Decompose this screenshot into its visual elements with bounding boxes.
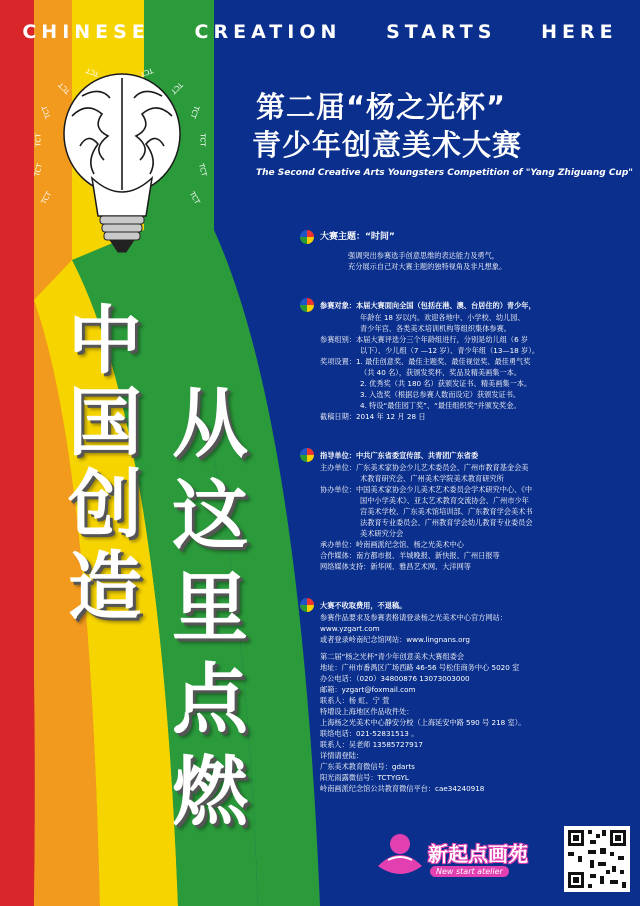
slogan-left [68, 300, 142, 628]
rainbow-bullet-icon [300, 298, 314, 312]
tct-label: TCT [169, 80, 184, 96]
deadline: 截稿日期：2014 年 12 月 28 日 [320, 412, 426, 421]
contact-line: 岭南画派纪念馆公共教育微信平台：cae34240918 [320, 784, 485, 793]
contact-line: 参赛作品要求及参赛表格请登录杨之光美术中心官方网站： [320, 613, 507, 622]
theme-heading: 大赛主题：“时间” [320, 231, 395, 242]
contact-line: 联系人：杨 虹、宁 萱 [320, 696, 390, 705]
detail-line: 参赛对象：本届大赛面向全国（包括在港、澳、台居住的）青少年， [320, 300, 536, 310]
detail-line: 3. 入选奖（根据总参赛人数而设定）获颁发证书。 [360, 390, 521, 399]
slogan-char: 里 [172, 563, 248, 652]
slogan-right [172, 378, 248, 838]
contact-line: 详情请登陆： [320, 751, 364, 760]
tct-label: TCT [188, 104, 201, 120]
theme-section [300, 230, 630, 244]
logo-title: 新起点画苑 [428, 842, 528, 866]
organizer-line: 网络媒体支持：新华网、雅昌艺术网、大洋网等 [320, 562, 471, 571]
slogan-char: 创 [68, 462, 142, 548]
tct-label: TCT [32, 162, 45, 178]
tct-label: TCT [39, 190, 54, 206]
detail-line: 4. 特设“最佳园丁奖”、“最佳组织奖”并颁发奖金。 [360, 401, 521, 410]
title-english: The Second Creative Arts Youngsters Competition of "Yang Zhiguang Cup" [256, 168, 633, 178]
detail-line: （共 40 名），获颁发奖杯、奖品及精美画集一本。 [360, 368, 522, 377]
detail-line: 年龄在 18 岁以内。欢迎各地中、小学校、幼儿园、 [360, 313, 525, 322]
detail-line: 2. 优秀奖（共 180 名）获颁发证书、精美画集一本。 [360, 379, 532, 388]
tct-label: TCT [139, 66, 155, 78]
banner-word: CREATION [194, 21, 342, 43]
slogan-char: 中 [68, 298, 142, 384]
tct-label: TCT [57, 80, 72, 96]
website-link[interactable]: www.yzgart.com [320, 624, 380, 633]
tct-label: TCT [34, 133, 43, 147]
qr-code-icon[interactable] [564, 826, 630, 892]
title-line-2: 青少年创意美术大赛 [252, 128, 523, 162]
top-banner [0, 18, 640, 46]
tct-label: TCT [40, 104, 53, 120]
contact-line: 地址：广州市番禺区广场西路 46-56 号松佳商务中心 5020 室 [320, 663, 520, 672]
theme-line: 强调突出参赛选手创意思维的表达能力及勇气， [348, 251, 499, 260]
detail-line: 以下）、少儿组（7 —12 岁）、青少年组（13—18 岁）。 [360, 346, 540, 355]
rainbow-bullet-icon [300, 598, 314, 612]
title-line-1: 第二届“杨之光杯” [256, 90, 507, 124]
title-block [252, 88, 616, 164]
organizers-section [300, 448, 630, 462]
organizer-line: 法教育专业委员会、广州教育学会幼儿教育专业委员会 [360, 518, 533, 527]
slogan-char: 燃 [172, 747, 248, 836]
organizer-line: 国中小学美术》、亚太艺术教育交流协会、广州市少年 [360, 496, 529, 505]
banner-word: HERE [541, 21, 618, 43]
banner-word: CHINESE [22, 21, 150, 43]
theme-line: 充分展示自己对大赛主题的独特视角及非凡想象。 [348, 262, 507, 271]
rainbow-bullet-icon [300, 448, 314, 462]
contact-line: 上海杨之光美术中心静安分校（上海延安中路 590 号 218 室）。 [320, 718, 526, 727]
rainbow-bullet-icon [300, 230, 314, 244]
contact-line: 阳光雨露微信号：TCTYGYL [320, 773, 409, 782]
tct-label: TCT [187, 190, 202, 206]
detail-line: 参赛组别：本届大赛评选分三个年龄组进行，分别是幼儿组（6 岁 [320, 335, 529, 344]
contact-section [300, 598, 630, 612]
organizer-line: 主办单位：广东美术家协会少儿艺术委员会、广州市教育基金会美 [320, 463, 529, 472]
organizer-line: 指导单位：中共广东省委宣传部、共青团广东省委 [320, 450, 479, 460]
contact-line: 联系人：吴老师 13585727917 [320, 740, 423, 749]
details-body [300, 230, 630, 794]
logo-subtitle: New start atelier [430, 866, 509, 877]
tct-label: TCT [85, 66, 101, 78]
tct-label: TCT [198, 133, 207, 147]
detail-line: 奖项设置：1. 最佳创意奖、最佳主题奖、最佳视觉奖、最佳勇气奖 [320, 357, 531, 366]
slogan-char: 造 [68, 544, 142, 630]
contact-line: 大赛不收取费用，不退稿。 [320, 600, 407, 610]
website-link[interactable]: 或者登录岭南纪念馆网站：www.lingnans.org [320, 635, 470, 644]
organizer-line: 宫美术学校、广东美术馆培训部、广东教育学会美术书 [360, 507, 533, 516]
contact-line: 办公电话：（020）34800876 13073003000 [320, 674, 470, 683]
detail-line: 青少年宫、各类美术培训机构等组织集体参赛。 [360, 324, 511, 333]
contact-line: 第二届“杨之光杯”青少年创意美术大赛组委会 [320, 652, 465, 661]
slogan-char: 国 [68, 380, 142, 466]
slogan-char: 这 [172, 471, 248, 560]
organizer-line: 美术研究分会 [360, 529, 404, 538]
tct-ring [22, 56, 222, 256]
contact-line: 广东美术教育微信号：gdarts [320, 762, 415, 771]
details-section [300, 298, 630, 312]
email-link[interactable]: 邮箱：yzgart@foxmail.com [320, 685, 416, 694]
contact-line: 特增设上海地区作品收件处： [320, 707, 414, 716]
slogan-char: 点 [172, 655, 248, 744]
contact-line: 联络电话：021-52831513 。 [320, 729, 419, 738]
slogan-char: 从 [172, 379, 248, 468]
organizer-line: 术教育研究会、广州美术学院美术教育研究所 [360, 474, 504, 483]
organizer-line: 承办单位：岭南画派纪念馆、杨之光美术中心 [320, 540, 464, 549]
organizer-line: 合作媒体：南方都市报、羊城晚报、新快报、广州日报等 [320, 551, 500, 560]
banner-word: STARTS [386, 21, 497, 43]
organizer-line: 协办单位：中国美术家协会少儿美术艺术委员会学术研究中心、《中 [320, 485, 533, 494]
tct-label: TCT [196, 162, 209, 178]
